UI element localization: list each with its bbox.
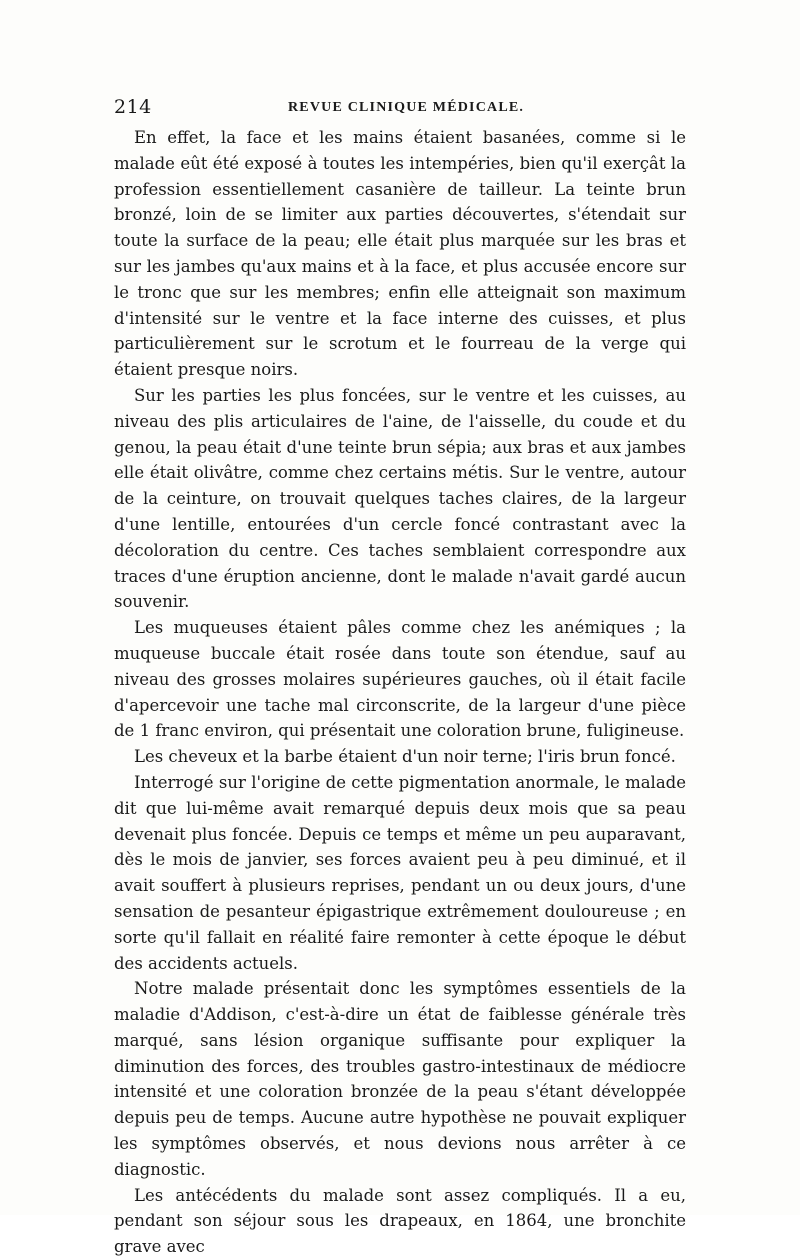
paragraph: Les cheveux et la barbe étaient d'un noir terne; l'iris brun foncé. <box>134 747 676 767</box>
page-header <box>114 96 686 126</box>
paragraph: Interrogé sur l'origine de cette pigmentation anormale, le malade dit que lui-même avait remarqué depuis deux mois que sa peau devenait plus foncée. Depuis ce temps et même un peu auparavant, dès le mois de janvier, ses forces avaient peu à peu diminué, et il avait souffert à plusieurs reprises, pendant un ou deux jours, d'une sensation de pesanteur épigastrique extrêmement douloureuse ; en sorte qu'il fallait en réalité faire remonter à cette époque le début des accidents actuels. <box>114 772 686 973</box>
paragraph: Les antécédents du malade sont assez compliqués. Il a eu, pendant son séjour sous les drapeaux, en 1864, une bronchite grave avec <box>114 1185 686 1257</box>
paragraph: En effet, la face et les mains étaient basanées, comme si le malade eût été exposé à toutes les intempéries, bien qu'il exerçât la profession essentiellement casanière de tailleur. La teinte brun bronzé, loin de se limiter aux parties découvertes, s'étendait sur toute la surface de la peau; elle était plus marquée sur les bras et sur les jambes qu'aux mains et à la face, et plus accusée encore sur le tronc que sur les membres; enfin elle atteignait son maximum d'intensité sur le ventre et la face interne des cuisses, et plus particulièrement sur le scrotum et le fourreau de la verge qui étaient presque noirs. <box>114 128 686 380</box>
page-number: 214 <box>114 96 152 118</box>
paragraph: Les muqueuses étaient pâles comme chez les anémiques ; la muqueuse buccale était rosée dans toute son étendue, sauf au niveau des grosses molaires supérieures gauches, où il était facile d'apercevoir une tache mal circonscrite, de la largeur d'une pièce de 1 franc environ, qui présentait une coloration brune, fuligineuse. <box>114 618 686 741</box>
body-text <box>114 125 686 1260</box>
running-title: REVUE CLINIQUE MÉDICALE. <box>288 100 525 115</box>
paragraph: Sur les parties les plus foncées, sur le ventre et les cuisses, au niveau des plis articulaires de l'aine, de l'aisselle, du coude et du genou, la peau était d'une teinte brun sépia; aux bras et aux jambes elle était olivâtre, comme chez certains métis. Sur le ventre, autour de la ceinture, on trouvait quelques taches claires, de la largeur d'une lentille, entourées d'un cercle foncé contrastant avec la décoloration du centre. Ces taches semblaient correspondre aux traces d'une éruption ancienne, dont le malade n'avait gardé aucun souvenir. <box>114 385 686 612</box>
paragraph: Notre malade présentait donc les symptômes essentiels de la maladie d'Addison, c'est-à-dire un état de faiblesse générale très marqué, sans lésion organique suffisante pour expliquer la diminution des forces, des troubles gastro-intestinaux de médiocre intensité et une coloration bronzée de la peau s'étant développée depuis peu de temps. Aucune autre hypothèse ne pouvait expliquer les symptômes observés, et nous devions nous arrêter à ce diagnostic. <box>114 979 686 1179</box>
